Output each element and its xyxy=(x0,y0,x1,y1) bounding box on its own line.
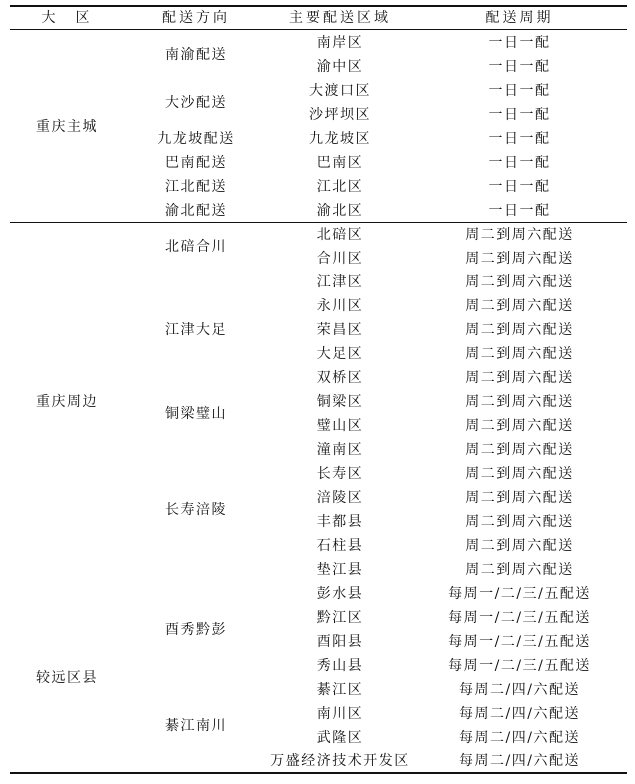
cycle-cell: 周二到周六配送 xyxy=(465,490,574,507)
area-cell: 江津区 xyxy=(316,274,364,291)
cycle-cell: 每周二/四/六配送 xyxy=(459,705,580,722)
direction-cell: 江北配送 xyxy=(165,178,227,195)
area-cell: 渝北区 xyxy=(316,202,364,219)
direction-cell: 南渝配送 xyxy=(165,46,227,63)
area-cell: 沙坪坝区 xyxy=(309,106,371,123)
area-cell: 垫江县 xyxy=(316,561,364,578)
header-cycle: 配送周期 xyxy=(485,10,554,26)
direction-cell: 北碚合川 xyxy=(165,238,227,255)
cycle-cell: 周二到周六配送 xyxy=(465,466,574,483)
cycle-cell: 一日一配 xyxy=(488,82,551,99)
area-cell: 九龙坡区 xyxy=(309,130,371,147)
area-cell: 南川区 xyxy=(316,705,364,722)
direction-cell: 铜梁璧山 xyxy=(165,406,227,423)
cycle-cell: 一日一配 xyxy=(488,34,551,51)
direction-cell: 巴南配送 xyxy=(165,154,227,171)
area-cell: 璧山区 xyxy=(316,418,364,435)
cycle-cell: 周二到周六配送 xyxy=(465,250,574,267)
area-cell: 石柱县 xyxy=(316,537,364,554)
cycle-cell: 一日一配 xyxy=(488,154,551,171)
direction-cell: 綦江南川 xyxy=(165,717,227,734)
cycle-cell: 一日一配 xyxy=(488,106,551,123)
area-cell: 秀山县 xyxy=(316,657,364,674)
area-cell: 黔江区 xyxy=(316,609,364,626)
cycle-cell: 周二到周六配送 xyxy=(465,370,574,387)
area-cell: 綦江区 xyxy=(316,681,364,698)
cycle-cell: 周二到周六配送 xyxy=(465,561,574,578)
area-cell: 铜梁区 xyxy=(316,394,364,411)
region-cell: 重庆主城 xyxy=(36,118,98,135)
area-cell: 长寿区 xyxy=(316,466,364,483)
table-bottom-rule xyxy=(10,772,627,774)
cycle-cell: 每周二/四/六配送 xyxy=(459,729,580,746)
area-cell: 大足区 xyxy=(316,346,364,363)
area-cell: 南岸区 xyxy=(316,34,364,51)
direction-cell: 九龙坡配送 xyxy=(157,130,235,147)
cycle-cell: 一日一配 xyxy=(488,130,551,147)
cycle-cell: 一日一配 xyxy=(488,58,551,75)
direction-cell: 长寿涪陵 xyxy=(165,501,227,518)
area-cell: 荣昌区 xyxy=(316,322,364,339)
area-cell: 双桥区 xyxy=(316,370,364,387)
cycle-cell: 周二到周六配送 xyxy=(465,394,574,411)
region-cell: 较远区县 xyxy=(36,669,98,686)
cycle-cell: 每周二/四/六配送 xyxy=(459,681,580,698)
cycle-cell: 周二到周六配送 xyxy=(465,537,574,554)
cycle-cell: 周二到周六配送 xyxy=(465,513,574,530)
cycle-cell: 每周一/二/三/五配送 xyxy=(448,657,591,674)
header-area: 主要配送区域 xyxy=(289,10,391,26)
area-cell: 涪陵区 xyxy=(316,490,364,507)
area-cell: 永川区 xyxy=(316,298,364,315)
area-cell: 合川区 xyxy=(316,250,364,267)
cycle-cell: 每周一/二/三/五配送 xyxy=(448,633,591,650)
cycle-cell: 每周二/四/六配送 xyxy=(459,753,580,770)
cycle-cell: 周二到周六配送 xyxy=(465,298,574,315)
header-direction: 配送方向 xyxy=(162,10,230,26)
header-region: 大 区 xyxy=(41,10,93,26)
direction-cell: 大沙配送 xyxy=(165,94,227,111)
area-cell: 万盛经济技术开发区 xyxy=(270,753,410,770)
area-cell: 彭水县 xyxy=(316,585,364,602)
area-cell: 酉阳县 xyxy=(316,633,364,650)
area-cell: 江北区 xyxy=(316,178,364,195)
region-cell: 重庆周边 xyxy=(36,394,98,411)
cycle-cell: 周二到周六配送 xyxy=(465,418,574,435)
direction-cell: 江津大足 xyxy=(165,322,227,339)
cycle-cell: 一日一配 xyxy=(488,202,551,219)
area-cell: 丰都县 xyxy=(316,513,364,530)
delivery-schedule-table xyxy=(10,0,627,784)
cycle-cell: 周二到周六配送 xyxy=(465,274,574,291)
area-cell: 武隆区 xyxy=(316,729,364,746)
area-cell: 渝中区 xyxy=(316,58,364,75)
cycle-cell: 每周一/二/三/五配送 xyxy=(448,585,591,602)
cycle-cell: 周二到周六配送 xyxy=(465,442,574,459)
cycle-cell: 周二到周六配送 xyxy=(465,346,574,363)
direction-cell: 渝北配送 xyxy=(165,202,227,219)
direction-cell: 酉秀黔彭 xyxy=(165,621,227,638)
cycle-cell: 周二到周六配送 xyxy=(465,322,574,339)
cycle-cell: 一日一配 xyxy=(488,178,551,195)
cycle-cell: 每周一/二/三/五配送 xyxy=(448,609,591,626)
cycle-cell: 周二到周六配送 xyxy=(465,226,574,243)
area-cell: 大渡口区 xyxy=(309,82,371,99)
area-cell: 潼南区 xyxy=(316,442,364,459)
area-cell: 北碚区 xyxy=(316,226,364,243)
area-cell: 巴南区 xyxy=(316,154,364,171)
